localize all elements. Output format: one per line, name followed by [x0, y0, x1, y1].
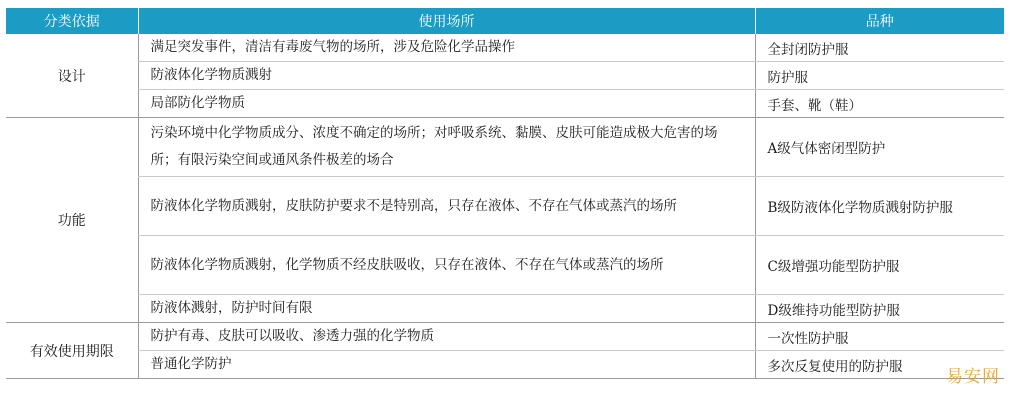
type-cell: 多次反复使用的防护服 — [755, 351, 1004, 379]
table-row — [6, 118, 1004, 177]
table-row — [6, 90, 1004, 118]
table-row — [6, 177, 1004, 236]
table-row — [6, 323, 1004, 351]
use-cell: 局部防化学物质 — [138, 90, 755, 118]
type-cell: 全封闭防护服 — [755, 34, 1004, 62]
use-cell: 防护有毒、皮肤可以吸收、渗透力强的化学物质 — [138, 323, 755, 351]
protective-clothing-table — [6, 8, 1004, 379]
use-cell: 防液体化学物质溅射，化学物质不经皮肤吸收，只存在液体、不存在气体或蒸汽的场所 — [138, 236, 755, 295]
site-watermark: 易安网 — [946, 367, 1000, 387]
type-cell: B级防液体化学物质溅射防护服 — [755, 177, 1004, 236]
table-row — [6, 351, 1004, 379]
header-variety: 品种 — [755, 8, 1004, 34]
table-row — [6, 62, 1004, 90]
type-cell: 防护服 — [755, 62, 1004, 90]
table-row — [6, 295, 1004, 323]
use-cell: 污染环境中化学物质成分、浓度不确定的场所；对呼吸系统、黏膜、皮肤可能造成极大危害的场所；有限污染空间或通风条件极差的场合 — [138, 118, 755, 177]
header-basis: 分类依据 — [6, 8, 138, 34]
type-cell: D级维持功能型防护服 — [755, 295, 1004, 323]
basis-cell-design: 设计 — [6, 34, 138, 118]
use-cell: 防液体溅射，防护时间有限 — [138, 295, 755, 323]
basis-cell-validity: 有效使用期限 — [6, 323, 138, 379]
type-cell: 手套、靴（鞋） — [755, 90, 1004, 118]
header-row — [6, 8, 1004, 34]
use-cell: 满足突发事件，清洁有毒废气物的场所，涉及危险化学品操作 — [138, 34, 755, 62]
basis-cell-function: 功能 — [6, 118, 138, 323]
use-cell: 防液体化学物质溅射，皮肤防护要求不是特别高，只存在液体、不存在气体或蒸汽的场所 — [138, 177, 755, 236]
table-row — [6, 236, 1004, 295]
use-cell: 防液体化学物质溅射 — [138, 62, 755, 90]
header-use-place: 使用场所 — [138, 8, 755, 34]
type-cell: 一次性防护服 — [755, 323, 1004, 351]
table-row — [6, 34, 1004, 62]
use-cell: 普通化学防护 — [138, 351, 755, 379]
type-cell: A级气体密闭型防护 — [755, 118, 1004, 177]
type-cell: C级增强功能型防护服 — [755, 236, 1004, 295]
